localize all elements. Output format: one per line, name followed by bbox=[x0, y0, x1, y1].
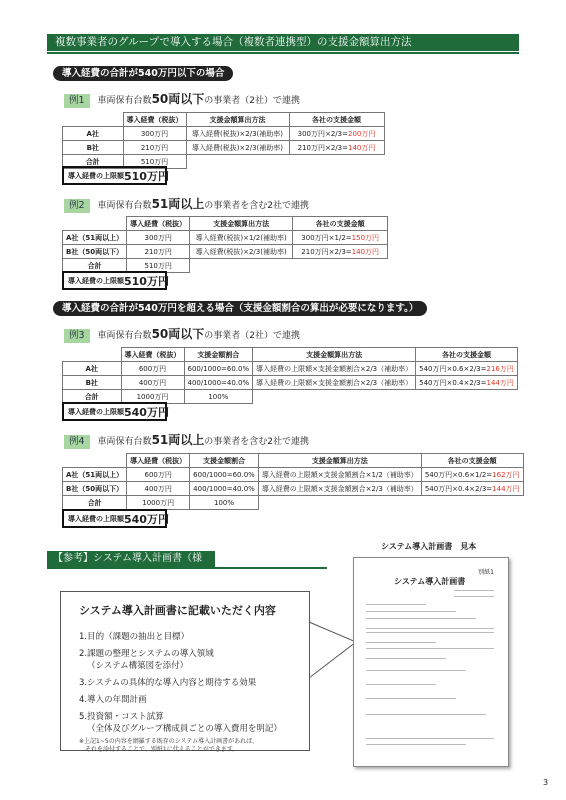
page-header: 複数事業者のグループで導入する場合（複数者連携型）の支援金額算出方法 bbox=[47, 34, 519, 51]
total-row: 合計 1000万円 100% bbox=[63, 496, 524, 510]
page-number: 3 bbox=[543, 778, 549, 787]
doc-title: システム導入計画書 bbox=[394, 577, 466, 586]
example4-tag: 例4 bbox=[64, 435, 90, 449]
doc-tag: 別紙1 bbox=[478, 569, 494, 576]
table-row: A社（51両以上） 600万円 600/1000=60.0% 導入経費の上限額×支援金額割合×1/2（補助率） 540万円×0.6×1/2=162万円 bbox=[63, 468, 524, 482]
table-row: A社 600万円 600/1000=60.0% 導入経費の上限額×支援金額割合×2/3（補助率） 540万円×0.6×2/3=216万円 bbox=[63, 362, 518, 376]
cap-box-4: 導入経費の上限額 540万円 bbox=[62, 509, 167, 528]
sample-title: システム導入計画書 見本 bbox=[381, 542, 477, 551]
example1-table: 導入経費（税抜） 支援金額算出方法 各社の支援金額 A社 300万円 導入経費(税抜)×2/3(補助率) 300万円×2/3=200万円 B社 210万円 導入経費(税抜)×2/3(補助率) 210万円×2/3=140万円 合計 510万円 bbox=[62, 112, 385, 169]
example4-heading: 例4 車両保有台数51両以上の事業者を含む2社で連携 bbox=[64, 433, 309, 449]
cap-box-3: 導入経費の上限額 540万円 bbox=[62, 402, 167, 421]
list-item: （システム構築図を添付） bbox=[87, 661, 189, 671]
list-item: 4.導入の年間計画 bbox=[79, 695, 147, 705]
note-line-2: それを添付することで、別紙1に代えることができます。 bbox=[85, 746, 239, 753]
header-underline bbox=[47, 52, 519, 54]
sample-document-thumbnail bbox=[353, 557, 509, 767]
section2-label: 導入経費の合計が540万円を超える場合（支援金額割合の算出が必要になります。） bbox=[53, 301, 427, 316]
reference-header: 【参考】システム導入計画書（様式） bbox=[47, 551, 215, 567]
table-row: B社 400万円 400/1000=40.0% 導入経費の上限額×支援金額割合×2/3（補助率） 540万円×0.4×2/3=144万円 bbox=[63, 376, 518, 390]
cap-box-2: 導入経費の上限額 510万円 bbox=[62, 271, 167, 290]
table-row: A社（51両以上） 300万円 導入経費(税抜)×1/2(補助率) 300万円×1/2=150万円 bbox=[63, 231, 388, 245]
table-row: B社 210万円 導入経費(税抜)×2/3(補助率) 210万円×2/3=140万円 bbox=[63, 141, 385, 155]
list-item: 5.投資額・コスト試算 bbox=[79, 712, 164, 722]
cap-box-1: 導入経費の上限額 510万円 bbox=[62, 166, 167, 185]
example2-table: 導入経費（税抜） 支援金額算出方法 各社の支援金額 A社（51両以上） 300万円 導入経費(税抜)×1/2(補助率) 300万円×1/2=150万円 B社（50両以下） 210万円 導入経費(税抜)×2/3(補助率) 210万円×2/3=140万円 合計 510万円 bbox=[62, 216, 388, 273]
reference-underline bbox=[47, 567, 327, 569]
list-item: 2.課題の整理とシステムの導入領域 bbox=[79, 649, 214, 659]
example1-heading: 例1 車両保有台数50両以下の事業者（2社）で連携 bbox=[64, 92, 300, 108]
example1-tag: 例1 bbox=[64, 94, 90, 108]
total-row: 合計 510万円 bbox=[63, 155, 385, 169]
list-item: 3.システムの具体的な導入内容と期待する効果 bbox=[79, 678, 257, 688]
total-row: 合計 1000万円 100% bbox=[63, 390, 518, 404]
list-item: （全体及びグループ構成員ごとの導入費用を明記） bbox=[87, 724, 282, 734]
example3-tag: 例3 bbox=[64, 329, 90, 343]
example4-table: 導入経費（税抜） 支援金額割合 支援金額算出方法 各社の支援金額 A社（51両以上） 600万円 600/1000=60.0% 導入経費の上限額×支援金額割合×1/2（補助率） 540万円×0.6×1/2=162万円 B社（50両以下） 400万円 400/1000=40.0% 導入経費の上限額×支援金額割合×2/3（補助率） 540万円×0.4×2/3=144万円 合計 1000万円 100% bbox=[62, 453, 524, 510]
note-line-1: ※上記1~5の内容を網羅する既存のシステム導入計画書があれば、 bbox=[79, 738, 259, 745]
table-row: B社（50両以下） 210万円 導入経費(税抜)×2/3(補助率) 210万円×2/3=140万円 bbox=[63, 245, 388, 259]
total-row: 合計 510万円 bbox=[63, 259, 388, 273]
example3-table: 導入経費（税抜） 支援金額割合 支援金額算出方法 各社の支援金額 A社 600万円 600/1000=60.0% 導入経費の上限額×支援金額割合×2/3（補助率） 540万円×0.6×2/3=216万円 B社 400万円 400/1000=40.0% 導入経費の上限額×支援金額割合×2/3（補助率） 540万円×0.4×2/3=144万円 合計 1000万円 100% bbox=[62, 347, 518, 404]
section1-label: 導入経費の合計が540万円以下の場合 bbox=[53, 66, 233, 81]
example2-heading: 例2 車両保有台数51両以上の事業者を含む2社で連携 bbox=[64, 197, 309, 213]
callout-title: システム導入計画書に記載いただく内容 bbox=[79, 604, 276, 617]
example2-tag: 例2 bbox=[64, 199, 90, 213]
content-callout bbox=[60, 591, 310, 751]
table-row: B社（50両以下） 400万円 400/1000=40.0% 導入経費の上限額×支援金額割合×2/3（補助率） 540万円×0.4×2/3=144万円 bbox=[63, 482, 524, 496]
table-row: A社 300万円 導入経費(税抜)×2/3(補助率) 300万円×2/3=200万円 bbox=[63, 127, 385, 141]
list-item: 1.目的（課題の抽出と目標） bbox=[79, 632, 190, 642]
example3-heading: 例3 車両保有台数50両以下の事業者（2社）で連携 bbox=[64, 327, 300, 343]
